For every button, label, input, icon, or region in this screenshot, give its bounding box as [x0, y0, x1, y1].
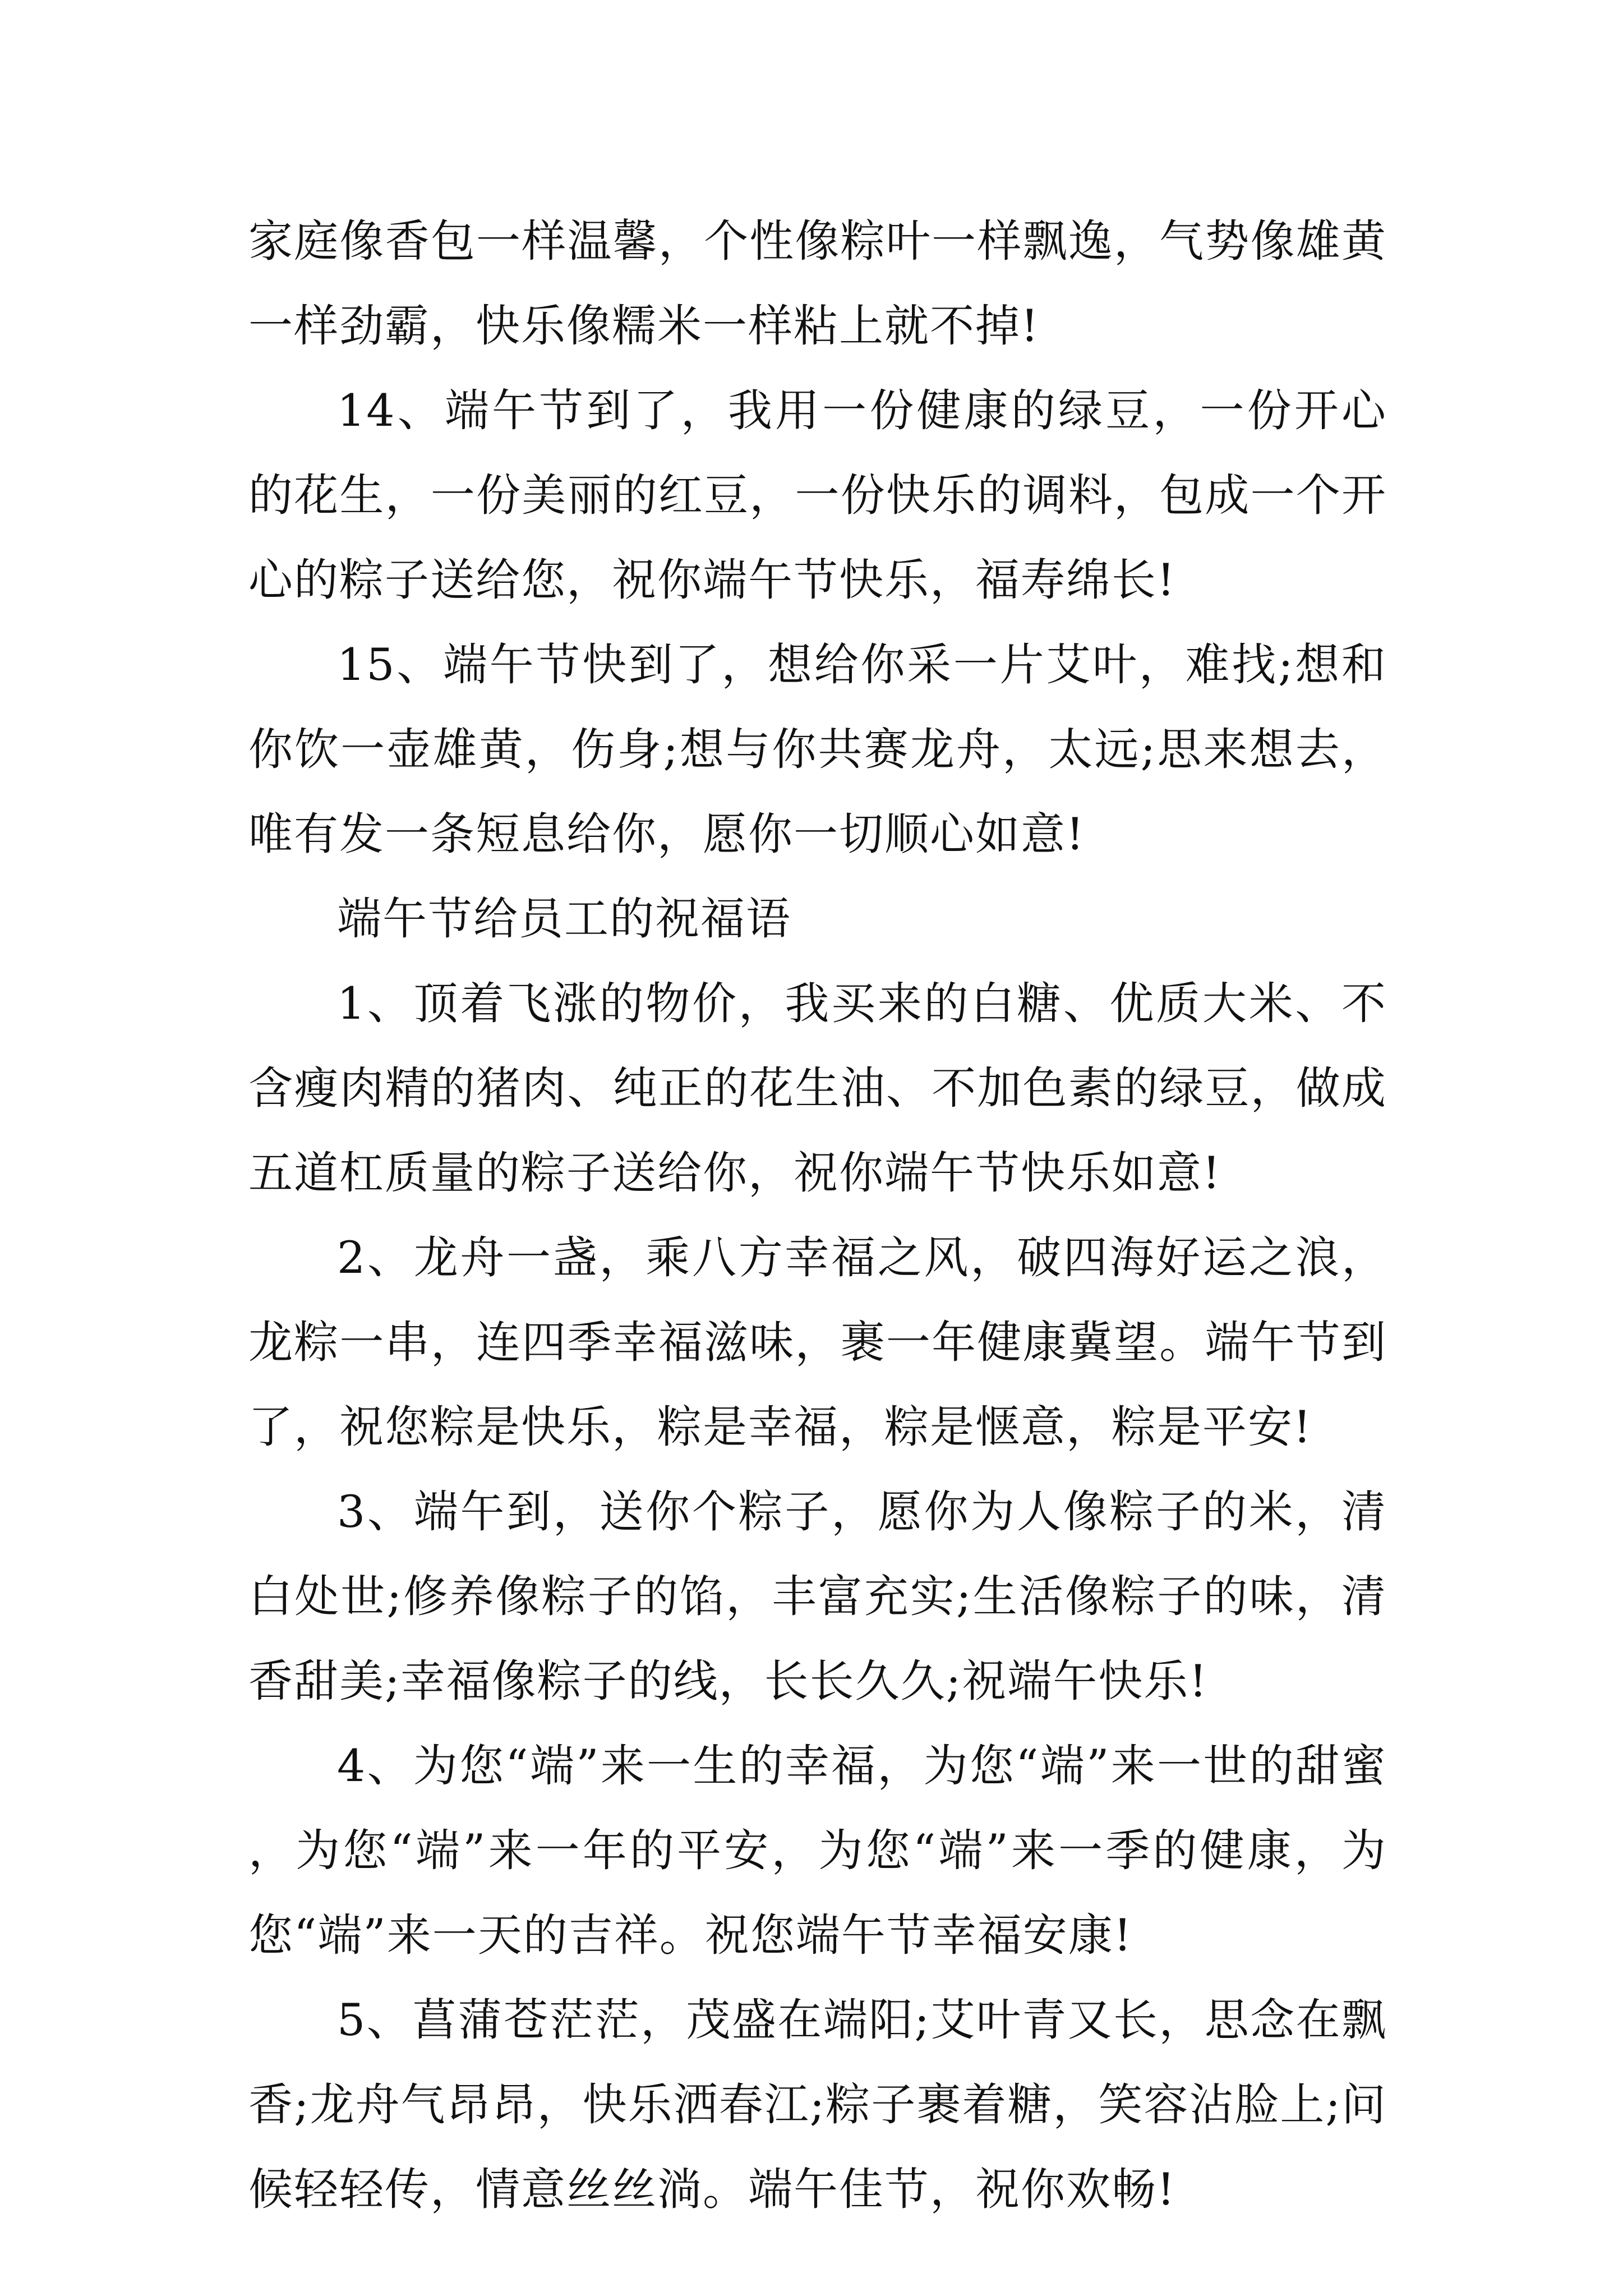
paragraph-7: 4、为您“端”来一生的幸福，为您“端”来一世的甜蜜，为您“端”来一年的平安，为您“端”来一季的健康，为您“端”来一天的吉祥。祝您端午节幸福安康!	[248, 1740, 1387, 1961]
paragraph-5: 2、龙舟一盏，乘八方幸福之风，破四海好运之浪，龙粽一串，连四季幸福滋味，裹一年健康冀望。端午节到了，祝您粽是快乐，粽是幸福，粽是惬意，粽是平安!	[248, 1232, 1387, 1453]
document-body	[248, 199, 1387, 2232]
paragraph-8: 5、菖蒲苍茫茫，茂盛在端阳;艾叶青又长，思念在飘香;龙舟气昂昂，快乐洒春江;粽子裹着糖，笑容沾脸上;问候轻轻传，情意丝丝淌。端午佳节，祝你欢畅!	[248, 1994, 1387, 2215]
paragraph-4: 1、顶着飞涨的物价，我买来的白糖、优质大米、不含瘦肉精的猪肉、纯正的花生油、不加色素的绿豆，做成五道杠质量的粽子送给你，祝你端午节快乐如意!	[248, 978, 1387, 1199]
paragraph-3: 15、端午节快到了，想给你采一片艾叶，难找;想和你饮一壶雄黄，伤身;想与你共赛龙舟，太远;思来想去，唯有发一条短息给你，愿你一切顺心如意!	[248, 639, 1387, 860]
paragraph-1: 家庭像香包一样温馨，个性像粽叶一样飘逸，气势像雄黄一样劲霸，快乐像糯米一样粘上就不掉!	[248, 215, 1387, 352]
section-heading: 端午节给员工的祝福语	[337, 893, 791, 945]
paragraph-6: 3、端午到，送你个粽子，愿你为人像粽子的米，清白处世;修养像粽子的馅，丰富充实;生活像粽子的味，清香甜美;幸福像粽子的线，长长久久;祝端午快乐!	[248, 1486, 1387, 1707]
paragraph-2: 14、端午节到了，我用一份健康的绿豆，一份开心的花生，一份美丽的红豆，一份快乐的调料，包成一个开心的粽子送给您，祝你端午节快乐，福寿绵长!	[248, 385, 1387, 606]
